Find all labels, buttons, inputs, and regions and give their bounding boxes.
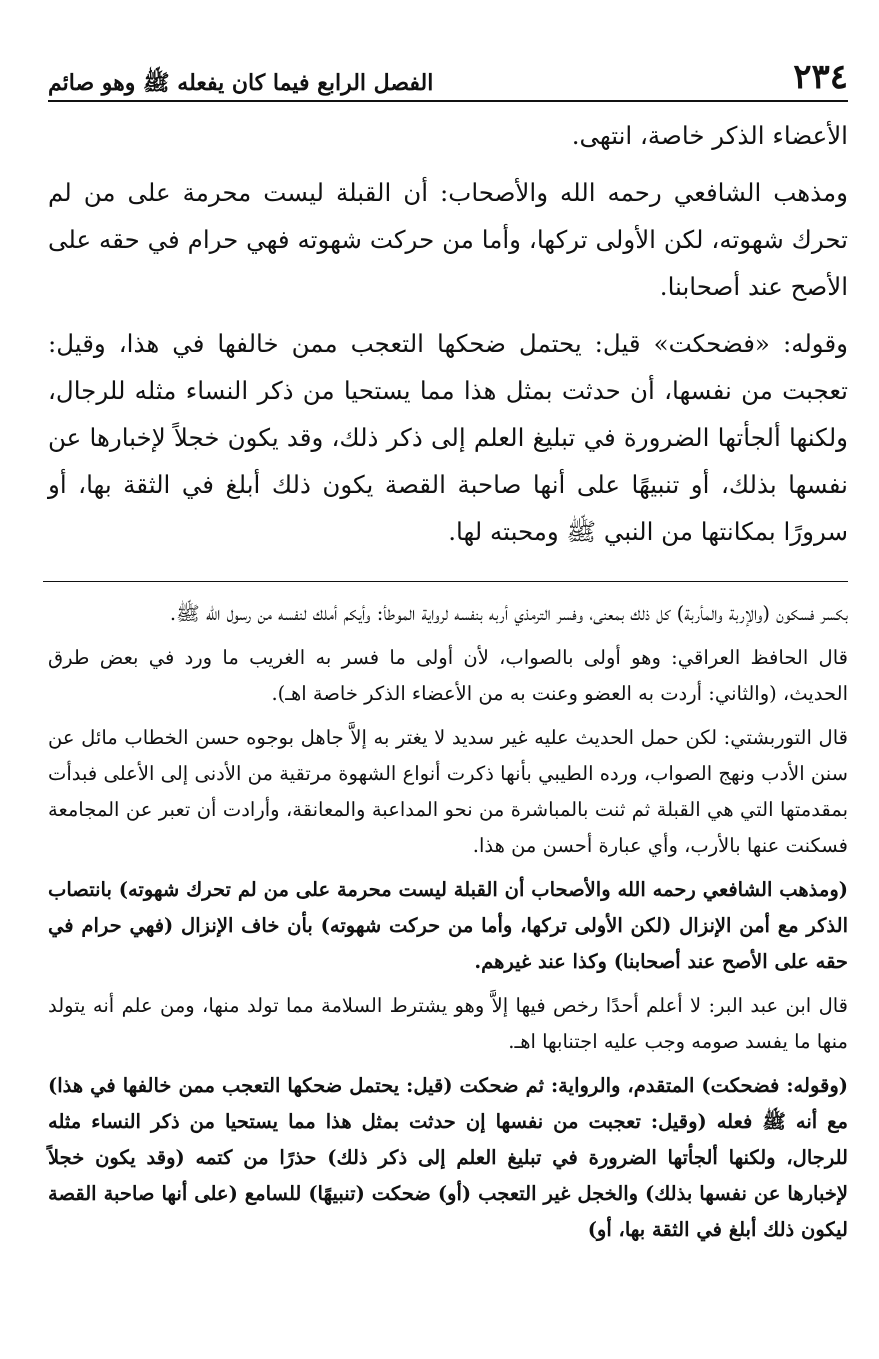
page-number: ٢٣٤ xyxy=(793,57,848,97)
commentary-paragraph: قال التوربشتي: لكن حمل الحديث عليه غير سديد لا يغتر به إلاَّ جاهل بوجوه حسن الخطاب مائل عن سنن الأدب ونهج الصواب، ورده الطيبي بأنها ذكرت أنواع الشهوة مرتقية من الأدنى إلى الأعلى فبدأت بمقدمتها التي هي القبلة ثم ثنت بالمباشرة من نحو المداعبة والمعانقة، وأرادت أن تعبر عن المجامعة فسكنت عنها بالأرب، وأي عبارة أحسن من هذا. xyxy=(48,726,848,857)
commentary-paragraph: قال الحافظ العراقي: وهو أولى بالصواب، لأن أولى ما فسر به الغريب ما ورد في بعض طرق الحديث، (والثاني: أردت به العضو وعنت به من الأعضاء الذكر خاصة اهـ). xyxy=(48,646,848,705)
page-header xyxy=(48,48,848,97)
main-paragraph: الأعضاء الذكر خاصة، انتهى. xyxy=(571,121,848,150)
commentary-paragraph: بكسر فسكون (والإربة والمأربة) كل ذلك بمعنى، وفسر الترمذي أربه بنفسه لرواية الموطأ: وأيكم أملك لنفسه من رسول الله ﷺ. xyxy=(169,602,848,625)
main-paragraph: ومذهب الشافعي رحمه الله والأصحاب: أن القبلة ليست محرمة على من لم تحرك شهوته، لكن الأولى تركها، وأما من حركت شهوته فهي حرام في حقه على الأصح عند أصحابنا. xyxy=(48,178,848,301)
commentary-divider xyxy=(43,581,848,582)
commentary-paragraph: (ومذهب الشافعي رحمه الله والأصحاب أن القبلة ليست محرمة على من لم تحرك شهوته) بانتصاب الذكر مع أمن الإنزال (لكن الأولى تركها، وأما من حركت شهوته) بأن خاف الإنزال (فهي حرام في حقه على الأصح عند أصحابنا) وكذا عند غيرهم. xyxy=(48,878,848,973)
book-page xyxy=(48,48,848,1256)
running-title: الفصل الرابع فيما كان يفعله ﷺ وهو صائم xyxy=(48,70,434,96)
main-paragraph: وقوله: «فضحكت» قيل: يحتمل ضحكها التعجب ممن خالفها في هذا، وقيل: تعجبت من نفسها، أن حدثت بمثل هذا مما يستحيا من ذكر النساء مثله للرجال، ولكنها ألجأتها الضرورة في تبليغ العلم إلى ذكر ذلك، وقد يكون خجلاً لإخبارها عن نفسها بذلك، أو تنبيهًا على أنها صاحبة القصة يكون ذلك أبلغ في الثقة بها، أو سرورًا بمكانتها من النبي ﷺ ومحبته لها. xyxy=(48,329,848,546)
header-rule xyxy=(48,100,848,102)
commentary xyxy=(48,596,848,1248)
commentary-paragraph: قال ابن عبد البر: لا أعلم أحدًا رخص فيها إلاَّ وهو يشترط السلامة مما تولد منها، ومن علم أنه يتولد منها ما يفسد صومه وجب عليه اجتنابها اهـ. xyxy=(48,994,848,1053)
commentary-paragraph: (وقوله: فضحكت) المتقدم، والرواية: ثم ضحكت (قيل: يحتمل ضحكها التعجب ممن خالفها في هذا) مع أنه ﷺ فعله (وقيل: تعجبت من نفسها إن حدثت بمثل هذا مما يستحيا من ذكر النساء مثله للرجال، ولكنها ألجأتها الضرورة في تبليغ العلم إلى ذكر ذلك) حذرًا من كتمه (وقد يكون خجلاً لإخبارها عن نفسها بذلك) والخجل غير التعجب (أو) ضحكت (تنبيهًا) للسامع (على أنها صاحبة القصة ليكون ذلك أبلغ في الثقة بها، أو) xyxy=(48,1074,848,1241)
main-text xyxy=(48,112,848,555)
